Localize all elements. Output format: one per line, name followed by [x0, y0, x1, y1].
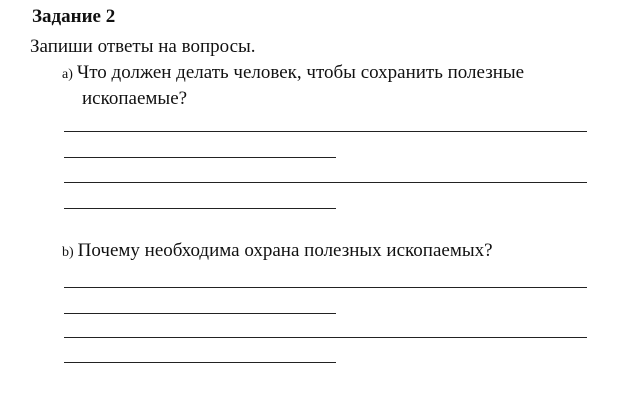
answer-line: [64, 131, 587, 132]
answer-line: [64, 208, 336, 209]
answer-line: [64, 182, 587, 183]
question-a: [62, 61, 607, 111]
answer-line: [64, 313, 336, 314]
task-title: Задание 2: [32, 6, 116, 27]
question-a-marker: a): [62, 67, 73, 82]
answer-line: [64, 287, 587, 288]
answer-line: [64, 157, 336, 158]
question-a-text-line1: Что должен делать человек, чтобы сохранить полезные: [76, 62, 525, 83]
task-instruction: Запиши ответы на вопросы.: [30, 36, 256, 57]
question-a-text-line2: ископаемые?: [82, 88, 188, 109]
question-b: [62, 239, 607, 265]
answer-line: [64, 362, 336, 363]
question-b-marker: b): [62, 245, 74, 260]
answer-line: [64, 337, 587, 338]
question-b-text-line1: Почему необходима охрана полезных ископаемых?: [77, 240, 493, 261]
